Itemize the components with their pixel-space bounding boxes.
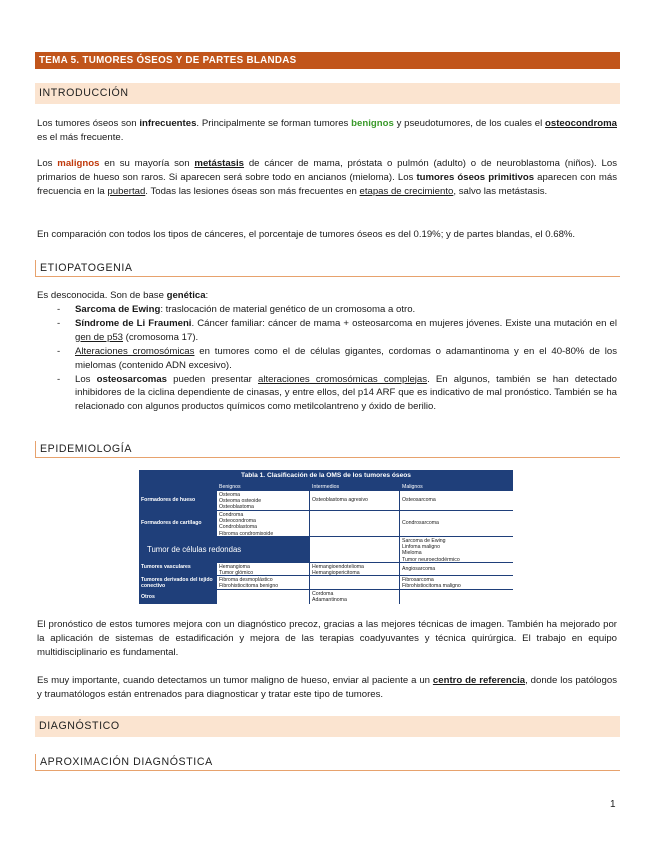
table-cell: Fibrosarcoma Fibrohistiocitoma maligno bbox=[402, 577, 461, 590]
table-cell bbox=[310, 537, 400, 562]
list-item: - Síndrome de Li Fraumeni. Cáncer familiar: cáncer de mama + osteosarcoma en mujeres jóvenes. Existe una mutación en el gen de p53 (cromosoma 17). bbox=[57, 317, 617, 345]
table-cell: Osteoblastoma agresivo bbox=[310, 491, 400, 510]
table-cell: Condrosarcoma bbox=[402, 520, 439, 527]
table-row bbox=[139, 511, 513, 537]
table-cell: Fibroma desmoplástico Fibrohistiocitoma benigno bbox=[217, 576, 310, 589]
table-cell: Angiosarcoma bbox=[402, 565, 436, 572]
table-row bbox=[139, 491, 513, 511]
intro-paragraph-3: En comparación con todos los tipos de cánceres, el porcentaje de tumores óseos es del 0.19%; y de partes blandas, el 0.68%. bbox=[37, 229, 576, 240]
epi-paragraph-2: Es muy importante, cuando detectamos un tumor maligno de hueso, enviar al paciente a un centro de referencia, donde los patólogos y traumatólogos están entrenados para diagnosticar y tratar este tipo de tumores. bbox=[37, 675, 617, 700]
table-cell: Hemangioma Tumor glómico bbox=[217, 563, 310, 575]
list-item: - Los osteosarcomas pueden presentar alteraciones cromosómicas complejas. En algunos, también se han detectado inhibidores de la ciclina dependiente de cinasas, y entre ellos, del p14 ARF que es indicativo de mal pronóstico. También se ha relacionado con algunos productos químicos como metilcolantreno y óxido de berilio. bbox=[57, 373, 617, 415]
table-cell: Otros bbox=[139, 590, 217, 604]
section-heading-etiopatogenia: ETIOPATOGENIA bbox=[35, 260, 620, 277]
page-number: 1 bbox=[610, 799, 616, 810]
table-cell: Tumores derivados del tejido conectivo bbox=[139, 576, 217, 589]
list-item: - Sarcoma de Ewing: traslocación de material genético de un cromosoma a otro. bbox=[57, 303, 617, 317]
table-cell bbox=[310, 576, 400, 589]
table-cell: Tumor de células redondas bbox=[139, 537, 310, 562]
table-cell bbox=[310, 511, 400, 536]
table-title: Tabla 1. Clasificación de la OMS de los tumores óseos bbox=[139, 470, 513, 483]
section-heading-epidemiologia: EPIDEMIOLOGÍA bbox=[35, 441, 620, 458]
table-row bbox=[139, 537, 513, 563]
table-cell: Cordoma Adamantinoma bbox=[310, 590, 400, 604]
intro-paragraph-1: Los tumores óseos son infrecuentes. Principalmente se forman tumores benignos y pseudotumores, de los cuales el osteocondroma es el más frecuente. bbox=[37, 118, 617, 143]
table-header-cell: Intermedios bbox=[310, 483, 400, 491]
etio-lead: Es desconocida. Son de base genética: bbox=[37, 290, 209, 301]
document-title: TEMA 5. TUMORES ÓSEOS Y DE PARTES BLANDAS bbox=[35, 52, 620, 69]
table-header-cell bbox=[139, 483, 217, 491]
table-header-cell: Benignos bbox=[217, 483, 310, 491]
etio-list bbox=[57, 303, 617, 414]
section-heading-introduccion: INTRODUCCIÓN bbox=[35, 83, 620, 104]
table-header-row bbox=[139, 483, 513, 491]
table-cell: Hemangioendotelioma Hemangiopericitoma bbox=[310, 563, 400, 575]
who-classification-table bbox=[139, 470, 513, 607]
table-cell: Tumores vasculares bbox=[139, 563, 217, 575]
table-cell: Sarcoma de Ewing Linfoma maligno Mieloma Tumor neuroectodérmico bbox=[402, 538, 460, 563]
table-cell bbox=[217, 590, 310, 604]
epi-paragraph-1: El pronóstico de estos tumores mejora con un diagnóstico precoz, gracias a las mejores técnicas de imagen. También ha mejorado por la aplicación de sistemas de estadificación y mejora de las terapias coadyuvantes y técnica quirúrgica. El trabajo en equipo multidisciplinario es fundamental. bbox=[37, 619, 617, 658]
table-cell: Formadores de hueso bbox=[139, 491, 217, 510]
list-item: - Alteraciones cromosómicas en tumores como el de células gigantes, cordomas o adamantinoma y en el 40-80% de los mielomas (contenido ADN excesivo). bbox=[57, 345, 617, 373]
section-heading-diagnostico: DIAGNÓSTICO bbox=[35, 716, 620, 737]
table-cell: Formadores de cartílago bbox=[139, 511, 217, 536]
table-row bbox=[139, 563, 513, 576]
table-cell bbox=[400, 590, 513, 604]
intro-paragraph-2: Los malignos en su mayoría son metástasis de cáncer de mama, próstata o pulmón (adulto) o de neuroblastoma (niños). Los primarios de hueso son raros. Si aparecen será sobre todo en ancianos (mieloma). Los tumores óseos primitivos aparecen con más frecuencia en la pubertad. Todas las lesiones óseas son más frecuentes en etapas de crecimiento, salvo las metástasis. bbox=[37, 158, 617, 197]
table-row bbox=[139, 576, 513, 590]
table-header-cell: Malignos bbox=[400, 483, 513, 491]
table-row bbox=[139, 590, 513, 604]
table-cell: Osteoma Osteoma osteoide Osteoblastoma bbox=[217, 491, 310, 510]
table-cell: Osteosarcoma bbox=[402, 497, 436, 504]
section-heading-aproximacion-diagnostica: APROXIMACIÓN DIAGNÓSTICA bbox=[35, 754, 620, 771]
table-cell: Condroma Osteocondroma Condroblastoma Fibroma condromixoide bbox=[217, 511, 310, 536]
